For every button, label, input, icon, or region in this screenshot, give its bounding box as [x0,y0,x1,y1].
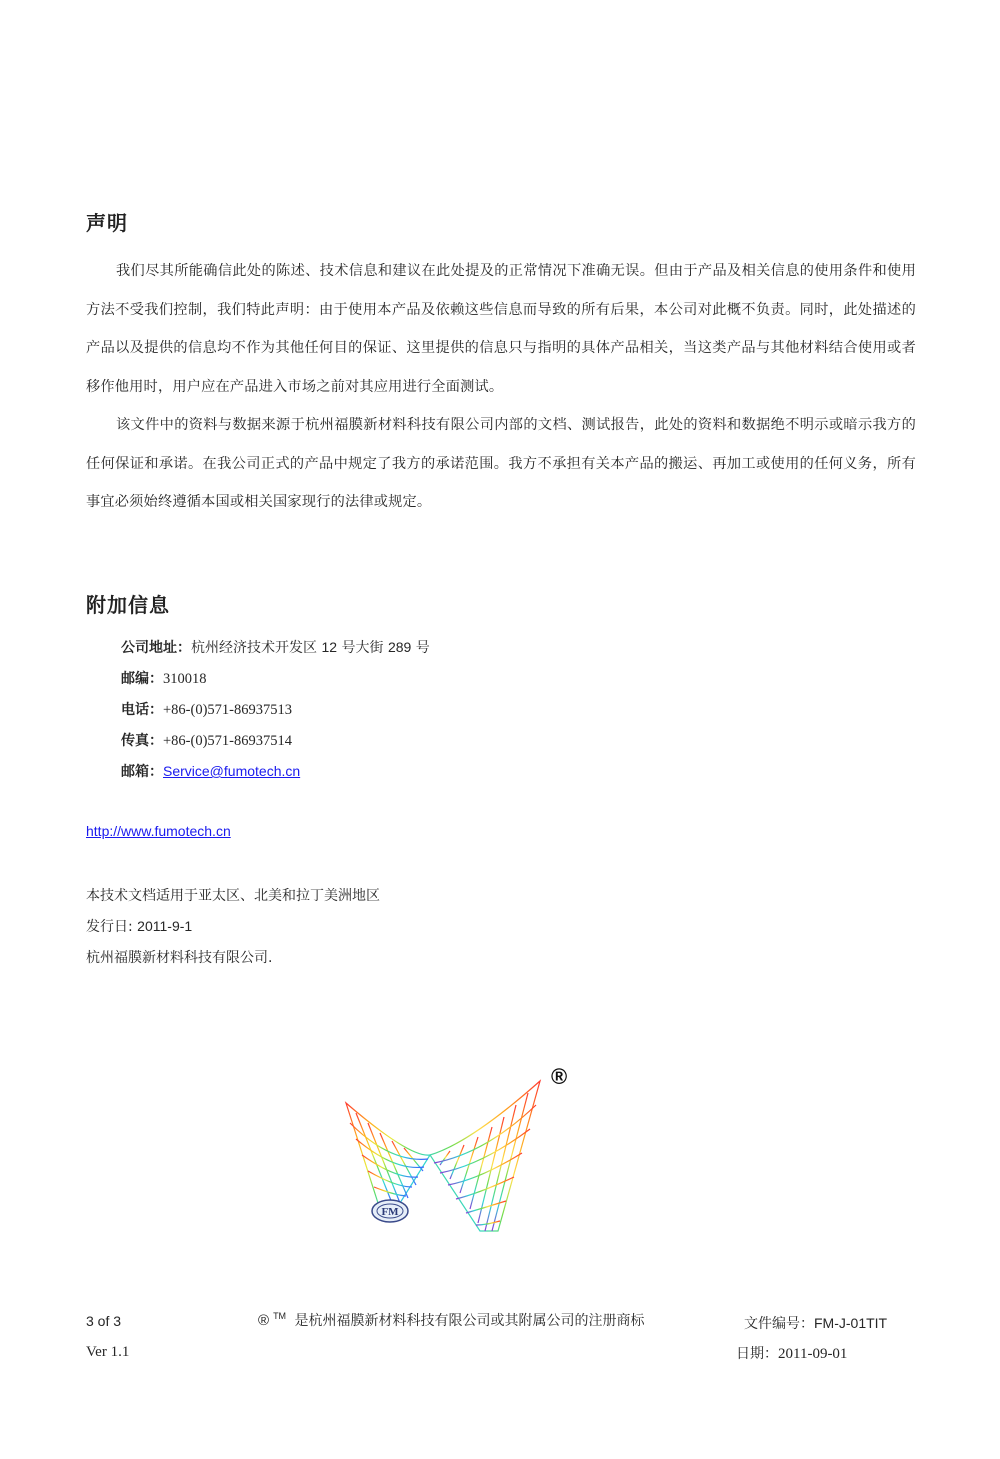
footer-trademark-text: 是杭州福膜新材料科技有限公司或其附属公司的注册商标 [294,1313,645,1329]
logo-badge-text: FM [381,1206,399,1218]
email-line [121,761,300,781]
footer-page-number: 3 of 3 [86,1313,122,1329]
disclaimer-heading: 声明 [86,211,128,235]
footer-date: 2011-09-01 [778,1346,848,1362]
address-value-part1: 杭州经济技术开发区 [191,640,322,656]
logo-badge [372,1200,408,1222]
email-link[interactable]: Service@fumotech.cn [163,763,301,779]
logo-left-wing [346,1103,430,1203]
additional-info-heading: 附加信息 [86,593,170,617]
logo-right-wing [430,1081,540,1231]
issue-date-line [86,916,192,936]
footer-doc-number-label: 文件编号： [744,1316,814,1332]
fax-line [121,730,292,750]
address-value-part2: 12 [321,639,338,655]
fax-label: 传真： [121,733,163,749]
email-label: 邮箱： [121,764,163,780]
footer-registered-symbol: ® [258,1312,270,1329]
footer-doc-number: FM-J-01TIT [814,1315,888,1331]
region-note: 本技术文档适用于亚太区、北美和拉丁美洲地区 [86,888,380,904]
disclaimer-paragraph-1: 我们尽其所能确信此处的陈述、技术信息和建议在此处提及的正常情况下准确无误。但由于产品及相关信息的使用条件和使用方法不受我们控制，我们特此声明：由于使用本产品及依赖这些信息而导致的所有后果，本公司对此概不负责。同时，此处描述的产品以及提供的信息均不作为其他任何目的保证、这里提供的信息只与指明的具体产品相关，当这类产品与其他材料结合使用或者移作他用时，用户应在产品进入市场之前对其应用进行全面测试。 [86,263,916,395]
postcode-line [121,668,207,688]
address-value-part4: 289 [387,639,412,655]
phone-line [121,699,292,719]
website-link[interactable]: http://www.fumotech.cn [86,823,231,839]
footer-doc-number-line [744,1313,887,1333]
address-value-part5: 号 [411,640,430,656]
issue-date-label: 发行日: [86,919,138,935]
disclaimer-paragraph-2: 该文件中的资料与数据来源于杭州福膜新材料科技有限公司内部的文档、测试报告，此处的资料和数据绝不明示或暗示我方的任何保证和承诺。在我公司正式的产品中规定了我方的承诺范围。我方不承担有关本产品的搬运、再加工或使用的任何义务，所有事宜必须始终遵循本国或相关国家现行的法律或规定。 [86,417,916,510]
fax-value: +86-(0)571-86937514 [163,733,292,749]
postcode-value: 310018 [163,671,207,687]
address-label: 公司地址： [121,640,191,656]
company-name: 杭州福膜新材料科技有限公司. [86,950,273,966]
postcode-label: 邮编： [121,671,163,687]
address-value-part3: 号大街 [337,640,388,656]
phone-label: 电话： [121,702,163,718]
footer-trademark-line [258,1310,645,1330]
footer-tm-symbol: TM [273,1311,287,1322]
company-logo [330,1063,590,1243]
footer-version: Ver 1.1 [86,1344,130,1360]
address-line [121,637,430,657]
issue-date-value: 2011-9-1 [137,918,193,934]
footer-date-label: 日期： [736,1346,778,1362]
footer-date-line [736,1343,847,1363]
registered-mark: ® [551,1064,568,1089]
phone-value: +86-(0)571-86937513 [163,702,292,718]
website-line [86,823,231,840]
